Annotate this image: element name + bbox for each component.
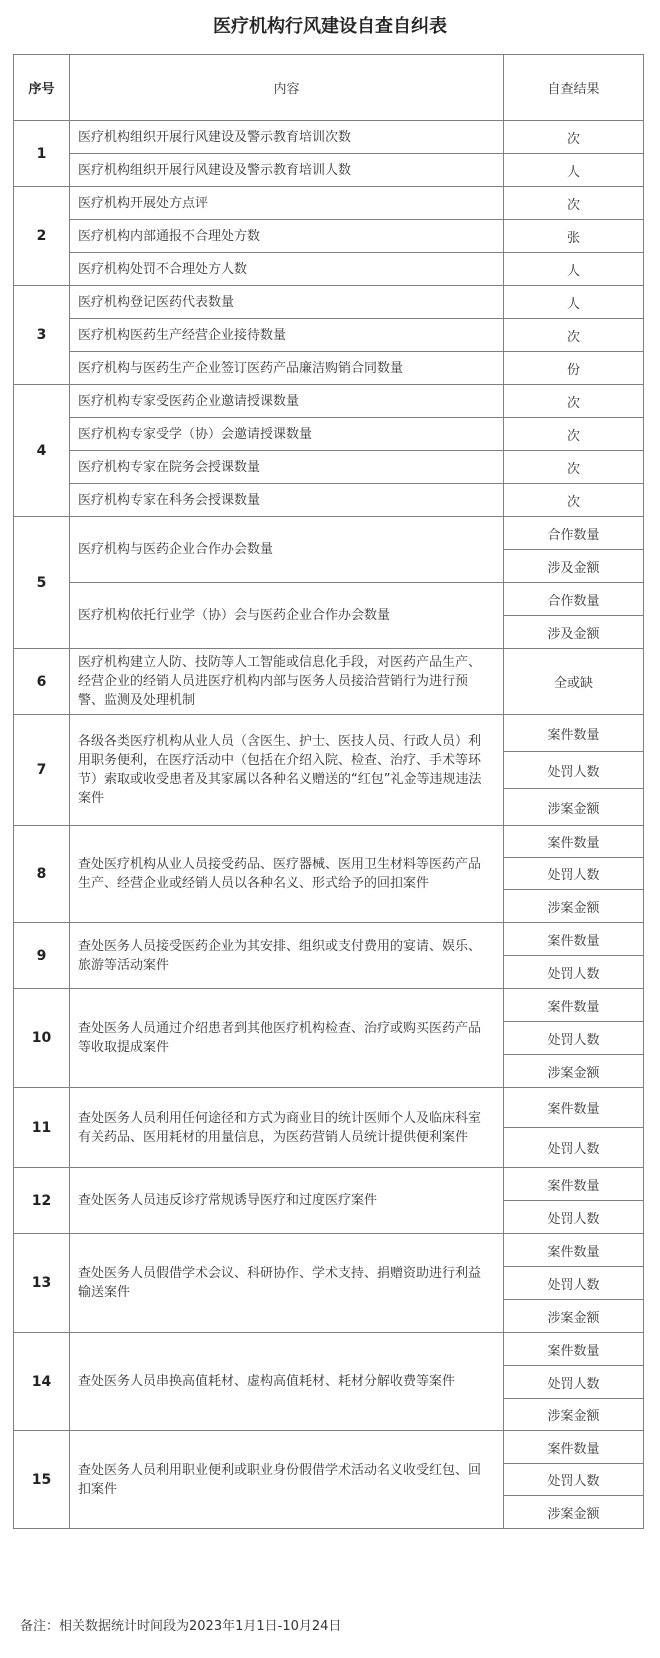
row-result: 处罚人数 [504, 1201, 644, 1234]
page-title: 医疗机构行风建设自查自纠表 [213, 16, 447, 37]
row-content: 医疗机构组织开展行风建设及警示教育培训次数 [70, 121, 504, 154]
row-result: 人 [504, 253, 644, 286]
row-result: 合作数量 [504, 517, 644, 550]
row-result: 案件数量 [504, 715, 644, 752]
row-result: 处罚人数 [504, 1267, 644, 1300]
row-index: 14 [14, 1333, 70, 1431]
row-result: 涉及金额 [504, 550, 644, 583]
row-result: 合作数量 [504, 583, 644, 616]
table-row [14, 352, 644, 385]
row-result: 案件数量 [504, 1088, 644, 1128]
table-row [14, 253, 644, 286]
row-result: 次 [504, 187, 644, 220]
row-index: 5 [14, 517, 70, 649]
table-row [14, 418, 644, 451]
row-content: 医疗机构与医药企业合作办会数量 [70, 517, 504, 583]
row-result: 次 [504, 385, 644, 418]
table-row [14, 154, 644, 187]
row-result: 次 [504, 319, 644, 352]
row-content: 查处医务人员利用职业便利或职业身份假借学术活动名义收受红包、回扣案件 [70, 1431, 504, 1529]
row-content: 查处医务人员假借学术会议、科研协作、学术支持、捐赠资助进行利益输送案件 [70, 1234, 504, 1333]
row-result: 处罚人数 [504, 1366, 644, 1399]
table-row [14, 989, 644, 1022]
table-row [14, 1168, 644, 1201]
row-result: 案件数量 [504, 826, 644, 858]
row-content: 医疗机构开展处方点评 [70, 187, 504, 220]
table-row [14, 649, 644, 715]
row-result: 案件数量 [504, 1333, 644, 1366]
self-check-table [13, 54, 644, 1529]
row-content: 查处医疗机构从业人员接受药品、医疗器械、医用卫生材料等医药产品生产、经营企业或经销人员以各种名义、形式给予的回扣案件 [70, 826, 504, 923]
row-index: 4 [14, 385, 70, 517]
header-result: 自查结果 [504, 55, 644, 121]
row-content: 查处医务人员接受医药企业为其安排、组织或支付费用的宴请、娱乐、旅游等活动案件 [70, 923, 504, 989]
row-content: 医疗机构医药生产经营企业接待数量 [70, 319, 504, 352]
row-index: 2 [14, 187, 70, 286]
table-row [14, 319, 644, 352]
row-result: 人 [504, 154, 644, 187]
row-content: 医疗机构组织开展行风建设及警示教育培训人数 [70, 154, 504, 187]
row-content: 各级各类医疗机构从业人员（含医生、护士、医技人员、行政人员）利用职务便利，在医疗活动中（包括在介绍入院、检查、治疗、手术等环节）索取或收受患者及其家属以各种名义赠送的“红包”礼金等违规违法案件 [70, 715, 504, 826]
row-index: 11 [14, 1088, 70, 1168]
row-content: 医疗机构依托行业学（协）会与医药企业合作办会数量 [70, 583, 504, 649]
row-result: 次 [504, 451, 644, 484]
row-index: 1 [14, 121, 70, 187]
row-content: 查处医务人员利用任何途径和方式为商业目的统计医师个人及临床科室有关药品、医用耗材的用量信息，为医药营销人员统计提供便利案件 [70, 1088, 504, 1168]
row-content: 查处医务人员通过介绍患者到其他医疗机构检查、治疗或购买医药产品等收取提成案件 [70, 989, 504, 1088]
row-result: 涉案金额 [504, 1055, 644, 1088]
row-content: 查处医务人员串换高值耗材、虚构高值耗材、耗材分解收费等案件 [70, 1333, 504, 1431]
row-result: 份 [504, 352, 644, 385]
row-content: 医疗机构处罚不合理处方人数 [70, 253, 504, 286]
row-index: 9 [14, 923, 70, 989]
table-row [14, 484, 644, 517]
row-result: 处罚人数 [504, 1128, 644, 1168]
row-result: 处罚人数 [504, 1022, 644, 1055]
table-row [14, 826, 644, 858]
row-index: 3 [14, 286, 70, 385]
row-content: 医疗机构专家受医药企业邀请授课数量 [70, 385, 504, 418]
row-result: 次 [504, 121, 644, 154]
row-index: 8 [14, 826, 70, 923]
row-content: 医疗机构专家在院务会授课数量 [70, 451, 504, 484]
row-result: 涉案金额 [504, 1496, 644, 1529]
table-row [14, 187, 644, 220]
row-result: 案件数量 [504, 1234, 644, 1267]
row-result: 次 [504, 418, 644, 451]
table-row [14, 385, 644, 418]
table-row [14, 1088, 644, 1128]
row-result: 涉案金额 [504, 1399, 644, 1431]
row-result: 案件数量 [504, 1168, 644, 1201]
row-content: 医疗机构建立人防、技防等人工智能或信息化手段，对医药产品生产、经营企业的经销人员进医疗机构内部与医务人员接洽营销行为进行预警、监测及处理机制 [70, 649, 504, 715]
table-row [14, 121, 644, 154]
footnote: 备注：相关数据统计时间段为2023年1月1日-10月24日 [20, 1619, 342, 1634]
table-row [14, 286, 644, 319]
table-row [14, 715, 644, 752]
table-body [14, 121, 644, 1529]
row-content: 查处医务人员违反诊疗常规诱导医疗和过度医疗案件 [70, 1168, 504, 1234]
row-index: 10 [14, 989, 70, 1088]
row-result: 处罚人数 [504, 752, 644, 789]
row-result: 案件数量 [504, 989, 644, 1022]
row-content: 医疗机构专家在科务会授课数量 [70, 484, 504, 517]
row-result: 涉案金额 [504, 890, 644, 923]
header-index: 序号 [14, 55, 70, 121]
row-result: 处罚人数 [504, 1464, 644, 1496]
row-result: 全或缺 [504, 649, 644, 715]
row-result: 人 [504, 286, 644, 319]
row-index: 13 [14, 1234, 70, 1333]
row-content: 医疗机构专家受学（协）会邀请授课数量 [70, 418, 504, 451]
row-result: 涉及金额 [504, 616, 644, 649]
row-content: 医疗机构登记医药代表数量 [70, 286, 504, 319]
header-content: 内容 [70, 55, 504, 121]
row-result: 张 [504, 220, 644, 253]
row-result: 处罚人数 [504, 956, 644, 989]
table-row [14, 451, 644, 484]
row-index: 12 [14, 1168, 70, 1234]
table-row [14, 1333, 644, 1366]
row-content: 医疗机构内部通报不合理处方数 [70, 220, 504, 253]
table-row [14, 517, 644, 550]
table-row [14, 1234, 644, 1267]
row-result: 次 [504, 484, 644, 517]
row-index: 6 [14, 649, 70, 715]
table-row [14, 220, 644, 253]
row-content: 医疗机构与医药生产企业签订医药产品廉洁购销合同数量 [70, 352, 504, 385]
table-header-row [14, 55, 644, 121]
row-result: 案件数量 [504, 923, 644, 956]
row-result: 案件数量 [504, 1431, 644, 1464]
table-row [14, 1431, 644, 1464]
table-row [14, 923, 644, 956]
row-index: 7 [14, 715, 70, 826]
row-result: 处罚人数 [504, 858, 644, 890]
row-index: 15 [14, 1431, 70, 1529]
table-row [14, 583, 644, 616]
row-result: 涉案金额 [504, 1300, 644, 1333]
row-result: 涉案金额 [504, 789, 644, 826]
